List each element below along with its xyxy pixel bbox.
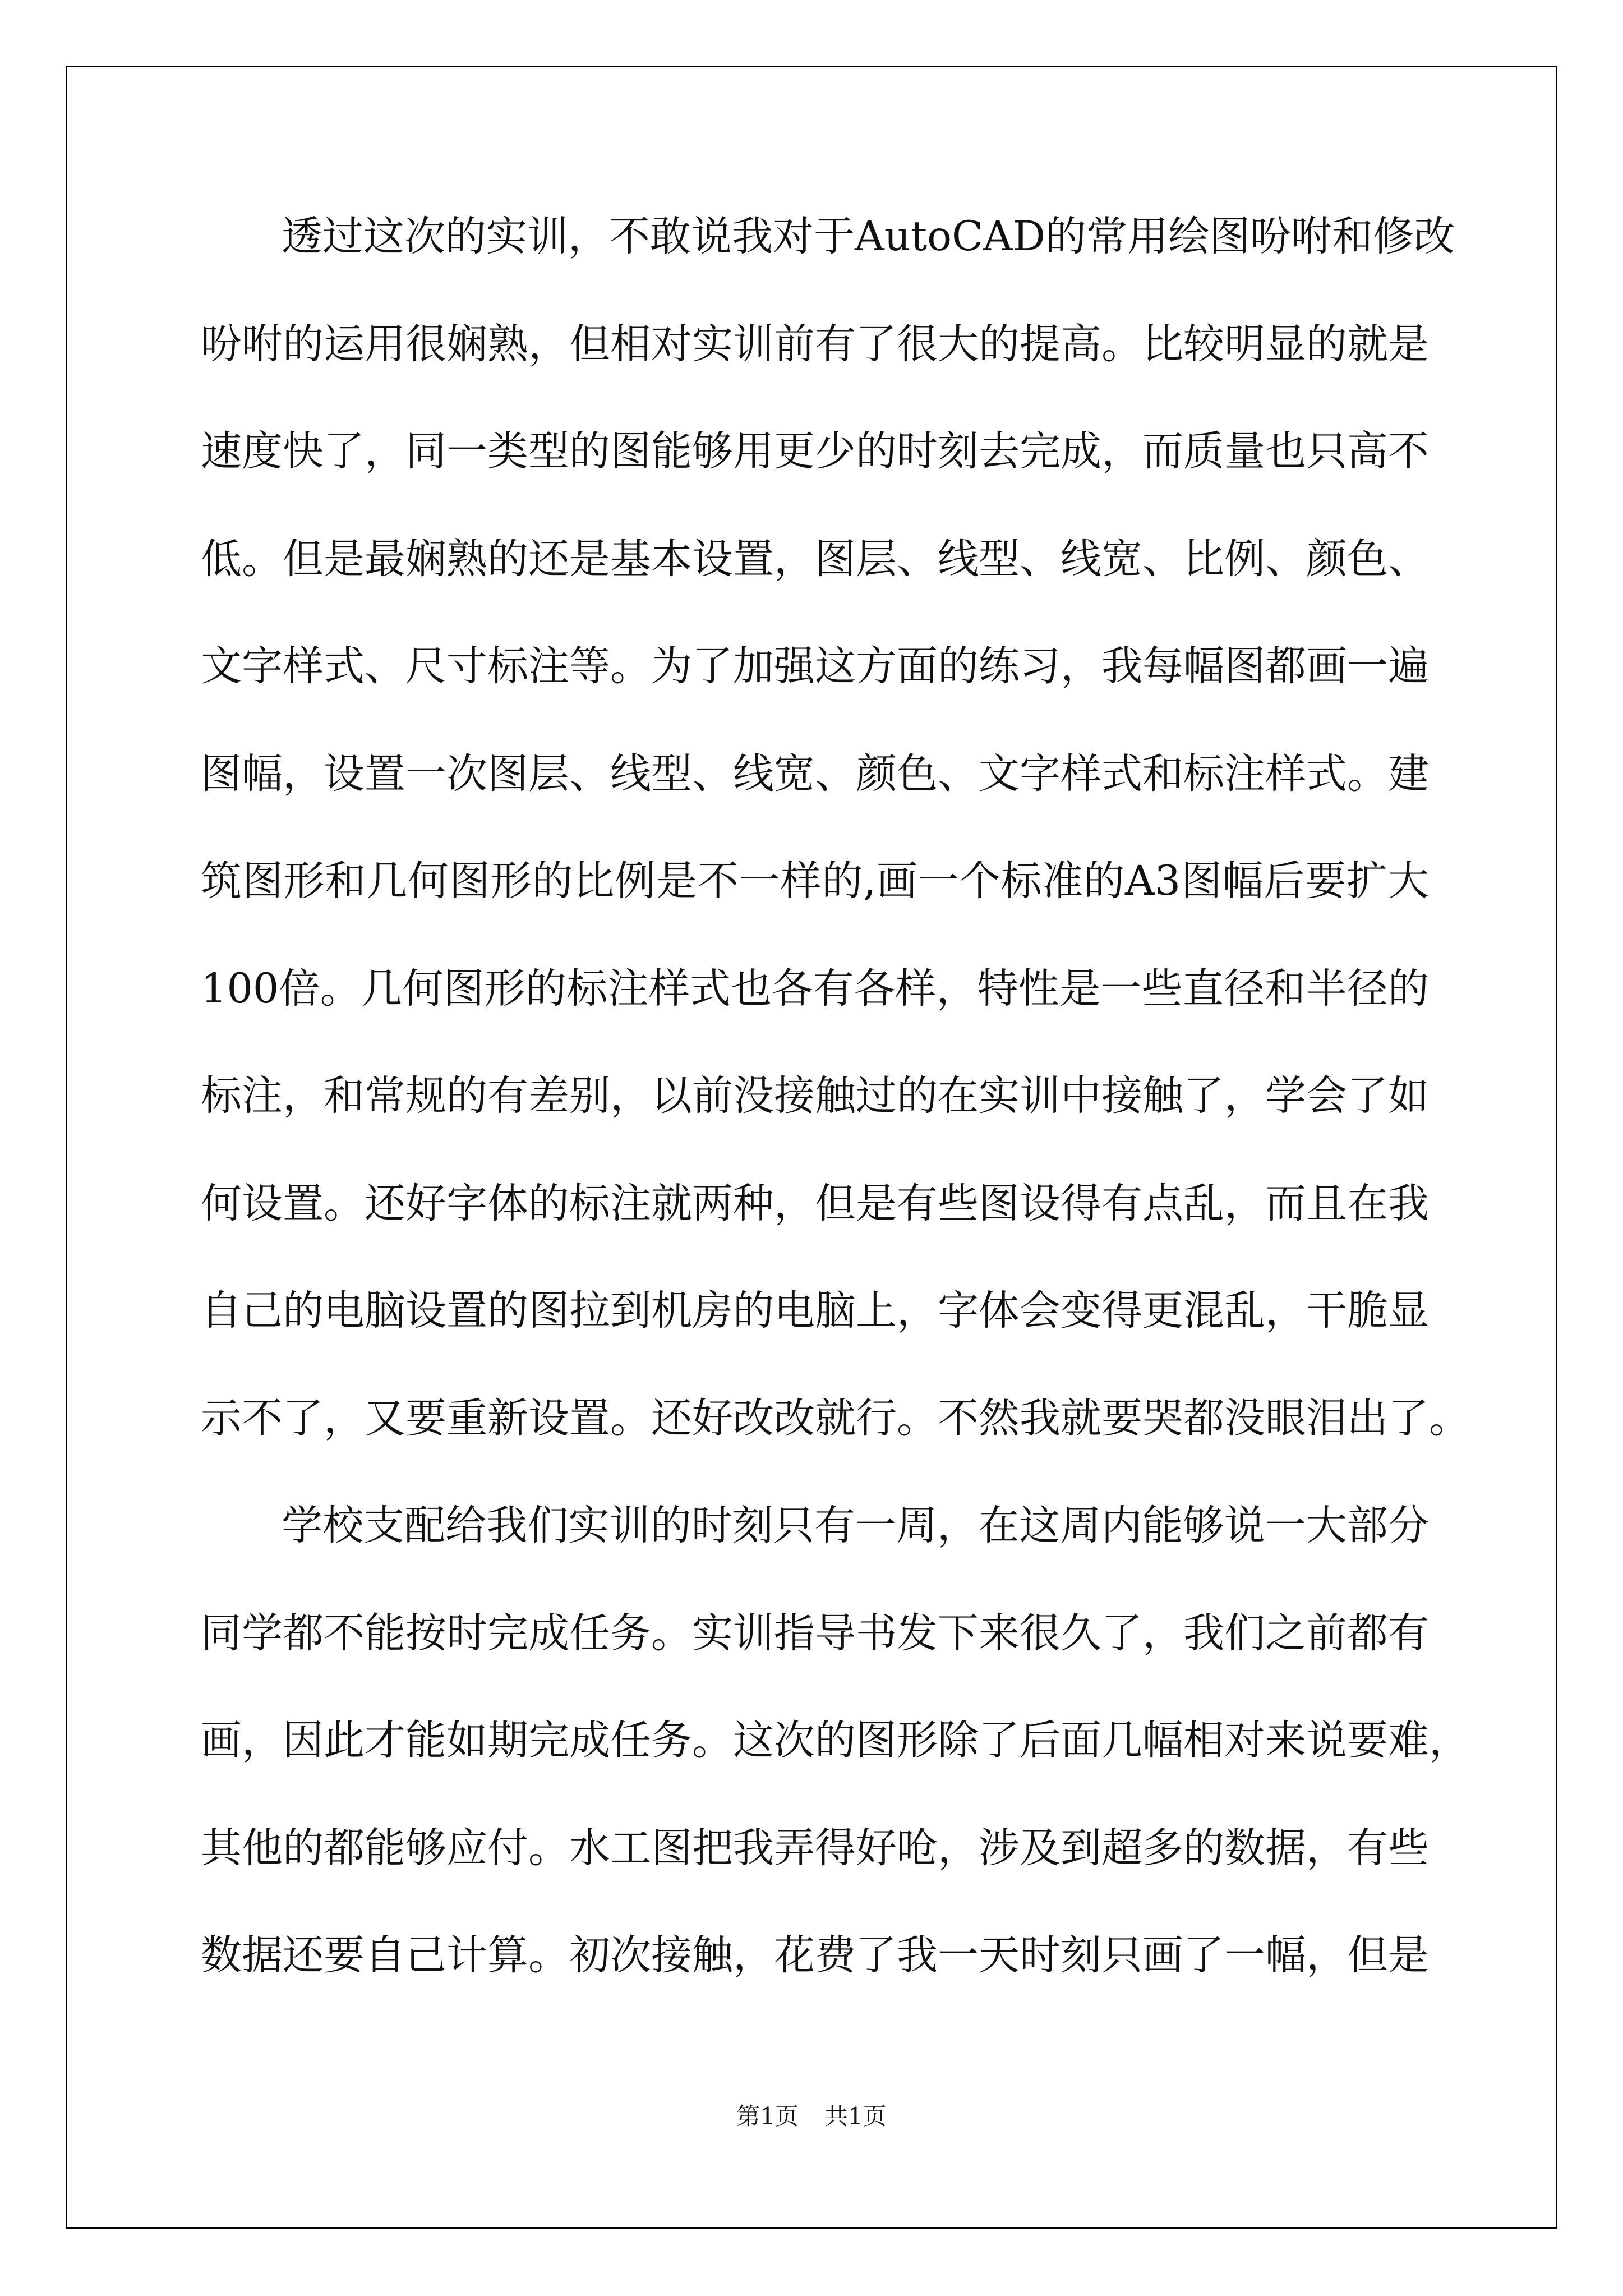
text-line: 画，因此才能如期完成任务。这次的图形除了后面几幅相对来说要难， (201, 1717, 1470, 1764)
text-line: 低。但是最娴熟的还是基本设置，图层、线型、线宽、比例、颜色、 (201, 535, 1429, 583)
document-body (201, 209, 1470, 2035)
text-line: 何设置。还好字体的标注就两种，但是有些图设得有点乱，而且在我 (201, 1179, 1429, 1227)
text-line: 数据还要自己计算。初次接触，花费了我一天时刻只画了一幅，但是 (201, 1931, 1429, 1979)
text-line: 文字样式、尺寸标注等。为了加强这方面的练习，我每幅图都画一遍 (201, 642, 1429, 690)
text-line: 自己的电脑设置的图拉到机房的电脑上，字体会变得更混乱，干脆显 (201, 1287, 1429, 1335)
text-line: 图幅，设置一次图层、线型、线宽、颜色、文字样式和标注样式。建 (201, 749, 1429, 798)
text-line: 示不了，又要重新设置。还好改改就行。不然我就要哭都没眼泪出了。 (201, 1394, 1470, 1442)
text-line: 学校支配给我们实训的时刻只有一周，在这周内能够说一大部分 (282, 1502, 1429, 1549)
text-line: 标注，和常规的有差别，以前没接触过的在实训中接触了，学会了如 (201, 1072, 1429, 1120)
text-line: 其他的都能够应付。水工图把我弄得好呛，涉及到超多的数据，有些 (201, 1824, 1429, 1872)
page-total: 共1页 (824, 2102, 887, 2130)
text-line: 筑图形和几何图形的比例是不一样的,画一个标准的A3图幅后要扩大 (201, 857, 1429, 905)
text-line: 速度快了，同一类型的图能够用更少的时刻去完成，而质量也只高不 (201, 427, 1429, 475)
text-line: 同学都不能按时完成任务。实训指导书发下来很久了，我们之前都有 (201, 1609, 1429, 1657)
text-line: 透过这次的实训，不敢说我对于AutoCAD的常用绘图吩咐和修改 (282, 213, 1455, 260)
page-number: 第1页 (736, 2102, 799, 2130)
text-line: 100倍。几何图形的标注样式也各有各样，特性是一些直径和半径的 (201, 964, 1429, 1013)
text-line: 吩咐的运用很娴熟，但相对实训前有了很大的提高。比较明显的就是 (201, 320, 1429, 368)
page-footer (0, 2098, 1623, 2132)
